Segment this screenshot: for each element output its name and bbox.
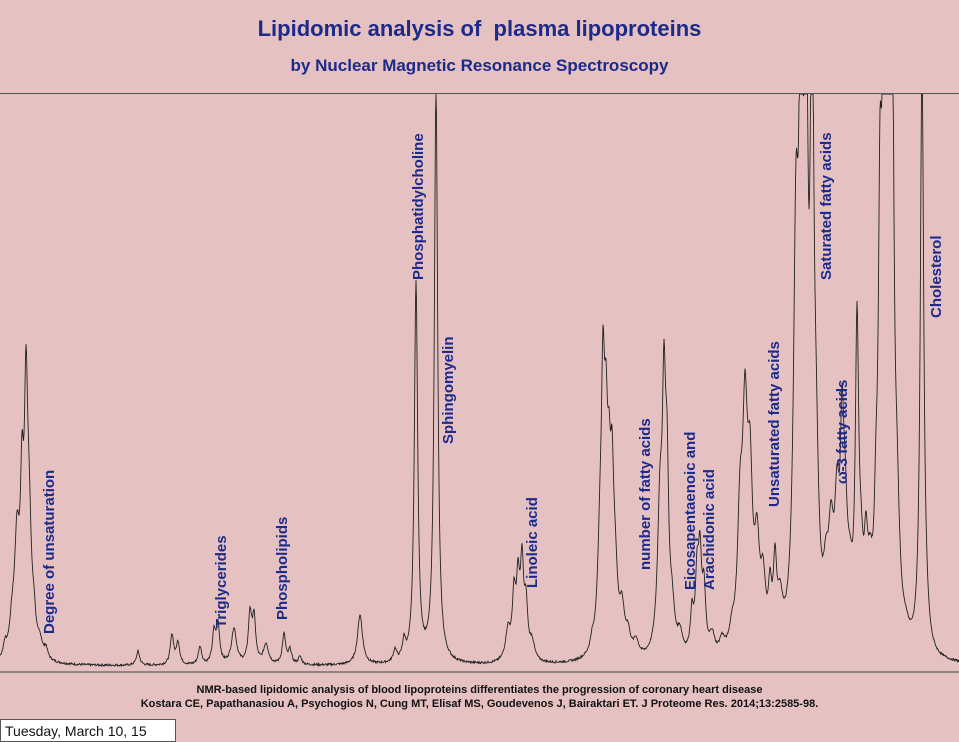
label-phospholipids: Phospholipids <box>274 516 291 620</box>
slide-subtitle: by Nuclear Magnetic Resonance Spectroscopy <box>290 56 669 75</box>
label-degree-of-unsaturation: Degree of unsaturation <box>41 469 58 634</box>
nmr-spectrum <box>0 94 959 679</box>
label-saturated-fatty-acids: Saturated fatty acids <box>818 132 835 280</box>
label-triglycerides: Triglycerides <box>213 535 230 628</box>
label-cholesterol: Cholesterol <box>928 235 945 318</box>
label-omega-3-fatty-acids: ω-3 fatty acids <box>834 379 851 484</box>
label-eicosapentaenoic: Eicosapentaenoic and <box>682 431 699 590</box>
footer-date: Tuesday, March 10, 15 <box>0 719 176 742</box>
label-linoleic-acid: Linoleic acid <box>524 497 541 588</box>
label-phosphatidylcholine: Phosphatidylcholine <box>410 133 427 280</box>
caption-citation: Kostara CE, Papathanasiou A, Psychogios N, Cung MT, Elisaf MS, Goudevenos J, Bairaktari ET. J Proteome Res. 2014;13:2585-98. <box>140 698 819 710</box>
nmr-trace <box>0 94 959 666</box>
label-unsaturated-fatty-acids: Unsaturated fatty acids <box>766 341 783 507</box>
caption-line-1: NMR-based lipidomic analysis of blood lipoproteins differentiates the progression of coronary heart disease <box>196 684 763 696</box>
label-number-of-fatty-acids: number of fatty acids <box>637 418 654 570</box>
slide-title: Lipidomic analysis of plasma lipoproteins <box>257 16 702 41</box>
label-arachidonic-acid: Arachidonic acid <box>701 469 718 590</box>
label-sphingomyelin: Sphingomyelin <box>440 336 457 444</box>
